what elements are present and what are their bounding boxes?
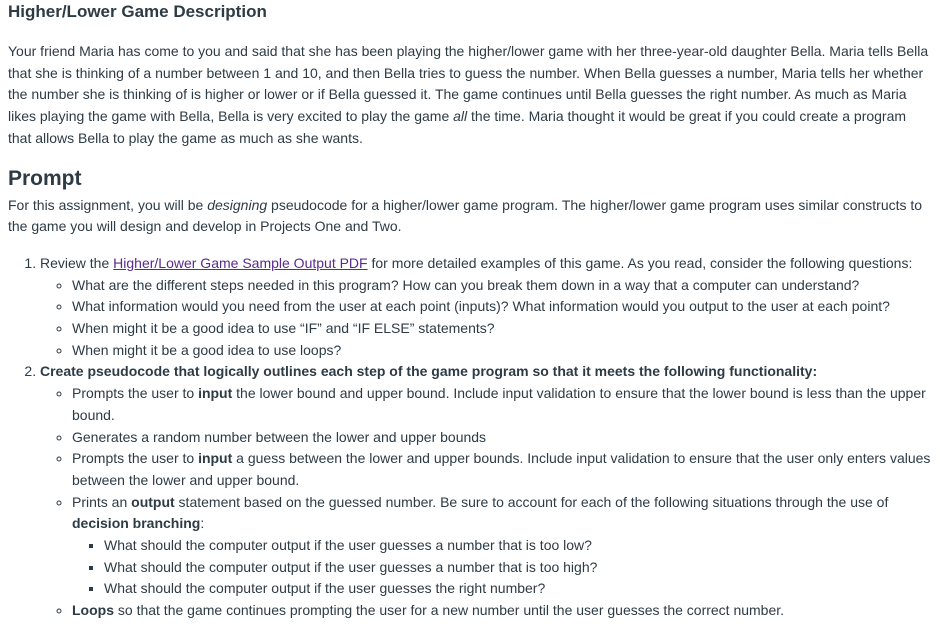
output-case: ▪ What should the computer output if the user guesses the right number? — [104, 578, 933, 600]
sub1-prefix: Prompts the user to — [72, 385, 199, 402]
instructions-list — [8, 253, 933, 622]
functionality-item-guess — [72, 448, 933, 491]
functionality-list — [40, 383, 933, 622]
sub5-suffix: so that the game continues prompting the user for a new number until the user guesses the correct number. — [114, 602, 785, 619]
review-questions-list — [40, 275, 933, 362]
prompt-intro-text-2: pseudocode for a higher/lower game program. The higher/lower game program uses similar constructs to the game you will design and develop in Projects One and Two. — [8, 196, 923, 235]
prompt-intro — [8, 195, 933, 238]
sub3-bold: input — [198, 450, 233, 467]
output-case: ▪ What should the computer output if the user guesses a number that is too high? — [104, 557, 933, 579]
functionality-item-random: ◦ Generates a random number between the lower and upper bounds — [72, 427, 933, 449]
review-question: ◦ What are the different steps needed in this program? How can you break them down in a way that a computer can understand? — [72, 275, 933, 297]
item1-prefix: Review the — [40, 254, 114, 271]
review-question: ◦ What information would you need from the user at each point (inputs)? What information would you output to the user at each point? — [72, 296, 933, 318]
sub3-prefix: Prompts the user to — [72, 450, 199, 467]
instruction-item-1 — [40, 253, 933, 362]
review-question: ◦ When might it be a good idea to use loops? — [72, 340, 933, 362]
prompt-heading: Prompt — [8, 166, 82, 190]
sub4-suffix: : — [200, 515, 205, 532]
description-text-2: the time. Maria thought it would be great if you could create a program that allows Bella to play the game as much as she wants. — [8, 108, 907, 146]
sub4-bold2: decision branching — [72, 515, 201, 532]
sub5-bold: Loops — [72, 602, 114, 619]
item2-heading: Create pseudocode that logically outlines each step of the game program so that it meets the following functionality: — [40, 363, 818, 380]
sub1-bold: input — [198, 385, 233, 402]
description-italic: all — [453, 108, 468, 125]
sub4-mid: statement based on the guessed number. Be sure to account for each of the following situations through the use of — [174, 493, 889, 510]
sample-output-pdf-link[interactable]: Higher/Lower Game Sample Output PDF — [113, 254, 368, 271]
sub3-suffix: a guess between the lower and upper bounds. Include input validation to ensure that the user only enters values between the lower and upper bound. — [72, 450, 931, 488]
output-cases-list — [72, 535, 933, 600]
review-question: ◦ When might it be a good idea to use “IF” and “IF ELSE” statements? — [72, 318, 933, 340]
prompt-intro-text-1: For this assignment, you will be — [8, 196, 208, 213]
sub4-prefix: Prints an — [72, 493, 132, 510]
description-paragraph — [8, 41, 933, 150]
description-heading: Higher/Lower Game Description — [8, 2, 267, 21]
item1-suffix: for more detailed examples of this game. As you read, consider the following questions: — [367, 254, 913, 271]
description-text-1: Your friend Maria has come to you and said that she has been playing the higher/lower game with her three-year-old daughter Bella. Maria tells Bella that she is thinking of a number between 1 and 10, and then Bella tries to guess the number. When Bella guesses a number, Maria tells her whether the number she is thinking of is higher or lower or if Bella guessed it. The game continues until Bella guesses the right number. As much as Maria likes playing the game with Bella, Bella is very excited to play the game — [8, 43, 929, 125]
functionality-item-loops — [72, 600, 933, 622]
functionality-item-output — [72, 492, 933, 601]
output-case: ▪ What should the computer output if the user guesses a number that is too low? — [104, 535, 933, 557]
sub1-suffix: the lower bound and upper bound. Include input validation to ensure that the lower bound is less than the upper bound. — [72, 385, 926, 423]
prompt-intro-italic: designing — [207, 196, 268, 213]
functionality-item-bounds — [72, 383, 933, 426]
sub4-bold: output — [131, 493, 175, 510]
instruction-item-2 — [40, 361, 933, 621]
